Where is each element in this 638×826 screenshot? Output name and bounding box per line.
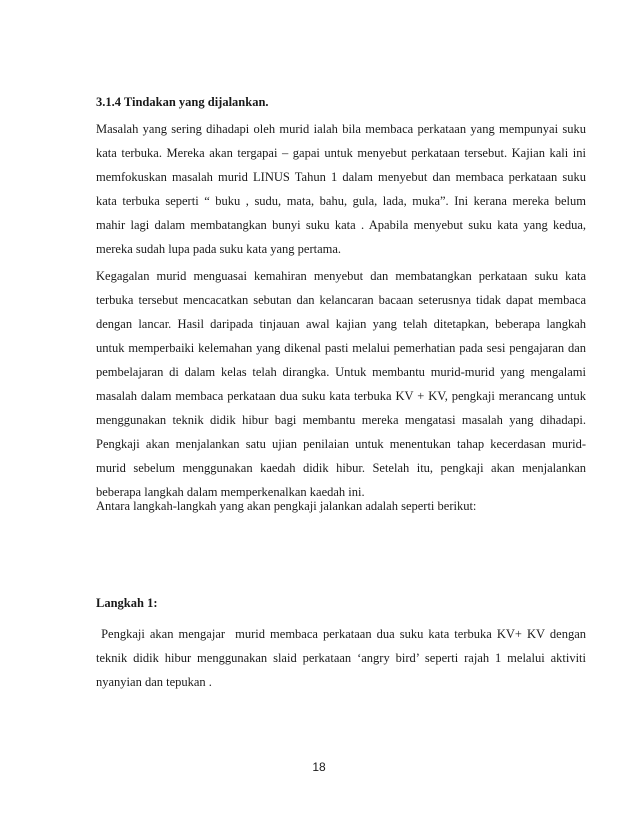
paragraph-1-line: Masalah yang sering dihadapi oleh murid ialah bila membaca perkataan yang mempunyai suku <box>96 122 586 136</box>
paragraph-2-line: murid sebelum menggunakan kaedah didik hibur. Setelah itu, pengkaji akan menjalankan <box>96 461 586 475</box>
steps-intro: Antara langkah-langkah yang akan pengkaji jalankan adalah seperti berikut: <box>96 499 477 513</box>
paragraph-2-line: Pengkaji akan menjalankan satu ujian penilaian untuk menentukan tahap kecerdasan murid- <box>96 437 586 451</box>
paragraph-2-line: menggunakan teknik didik hibur bagi membantu mereka mengatasi masalah yang dihadapi. <box>96 413 586 427</box>
step-1-line: nyanyian dan tepukan . <box>96 675 212 689</box>
paragraph-2-line: untuk memperbaiki kelemahan yang dikenal pasti melalui pemerhatian pada sesi pengajaran dan <box>96 341 586 355</box>
step-1-text <box>96 622 586 694</box>
paragraph-2 <box>96 264 586 504</box>
paragraph-1-line: mereka sudah lupa pada suku kata yang pertama. <box>96 242 342 256</box>
paragraph-2-line: terbuka tersebut mencacatkan sebutan dan kelancaran bacaan seterusnya tidak dapat membaca <box>96 293 586 307</box>
step-1-line: teknik didik hibur menggunakan slaid perkataan ‘angry bird’ seperti rajah 1 melalui aktiviti <box>96 651 586 665</box>
paragraph-1-line: memfokuskan masalah murid LINUS Tahun 1 dalam menyebut dan membaca perkataan suku <box>96 170 586 184</box>
paragraph-1-line: kata terbuka. Mereka akan tergapai – gapai untuk menyebut perkataan tersebut. Kajian kali ini <box>96 146 586 160</box>
paragraph-1-line: mahir lagi dalam membatangkan bunyi suku kata . Apabila menyebut suku kata yang kedua, <box>96 218 586 232</box>
step-1-heading: Langkah 1: <box>96 596 158 610</box>
paragraph-1 <box>96 117 586 261</box>
paragraph-2-line: pembelajaran di dalam kelas telah dirangka. Untuk membantu murid-murid yang mengalami <box>96 365 586 379</box>
paragraph-2-line: Kegagalan murid menguasai kemahiran menyebut dan membatangkan perkataan suku kata <box>96 269 586 283</box>
step-1-line: Pengkaji akan mengajar murid membaca perkataan dua suku kata terbuka KV+ KV dengan <box>96 627 586 641</box>
page-number: 18 <box>312 760 326 774</box>
section-heading: 3.1.4 Tindakan yang dijalankan. <box>96 95 269 109</box>
paragraph-2-line: masalah dalam membaca perkataan dua suku kata terbuka KV + KV, pengkaji merancang untuk <box>96 389 586 403</box>
paragraph-1-line: kata terbuka seperti “ buku , sudu, mata, bahu, gula, lada, muka”. Ini kerana mereka belum <box>96 194 586 208</box>
paragraph-2-line: dengan lancar. Hasil daripada tinjauan awal kajian yang telah ditetapkan, beberapa langkah <box>96 317 586 331</box>
paragraph-2-line: beberapa langkah dalam memperkenalkan kaedah ini. <box>96 485 365 499</box>
